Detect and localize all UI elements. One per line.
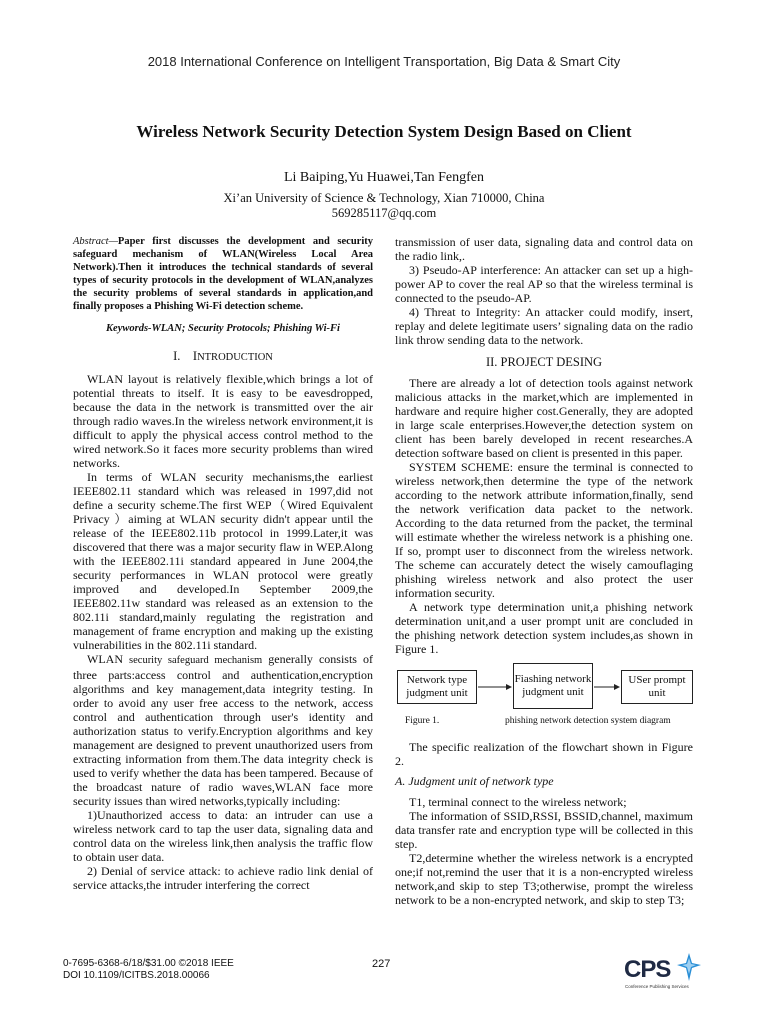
section-heading-introduction [73,349,373,365]
network-type-judgment-box: Network type judgment unit [397,670,477,704]
figure-caption-text: phishing network detection system diagram [505,716,671,726]
abstract-text: Paper first discusses the development and security safeguard mechanism of WLAN(Wireless Local Area Network).Then it introduces the technical standards of several types of security protocols in the development of WLAN,analyzes the security problems of several standards in application,and finally proposes a Phishing Wi-Fi detection scheme. [73,236,373,312]
email[interactable]: 569285117@qq.com [331,206,437,220]
units-paragraph: A network type determination unit,a phishing network determination unit,and a user prompt unit are concluded in the phishing network detection system includes,as shown in Figure 1. [395,600,693,656]
cps-logo [622,950,702,994]
doi-line: DOI 10.1109/ICITBS.2018.00066 [63,970,210,981]
isbn-line: 0-7695-6368-6/18/$31.00 ©2018 IEEE [63,958,234,969]
flowchart-paragraph: The specific realization of the flowchart shown in Figure 2. [395,740,693,768]
abstract-heading: Abstract— [73,236,118,247]
step-t2: T2,determine whether the wireless network is a encrypted one;if not,remind the user that it is a non-encrypted wireless network,and skip to step T3;otherwise, prompt the wireless network to be a non-encrypted network, and skip to step T3; [395,851,693,907]
page-number: 227 [372,958,391,970]
threat-item-2: 2) Denial of service attack: to achieve radio link denial of service attacks,the intruder interfering the correct [73,864,373,892]
footer-copyright [63,958,234,982]
section-title-rest: NTRODUCTION [197,352,273,363]
right-column [395,235,693,907]
phishing-network-judgment-box: Fiashing network judgment unit [513,663,593,709]
affiliation-block [0,191,768,221]
section-heading-project: II. PROJECT DESING [485,355,603,369]
paper-title: Wireless Network Security Detection System Design Based on Client [136,122,632,141]
authors: Li Baiping,Yu Huawei,Tan Fengfen [283,170,485,185]
threat-item-4: 4) Threat to Integrity: An attacker could modify, insert, replay and delete legitimate users’ signaling data on the radio link throw sending data to the network. [395,305,693,347]
threat-item-3: 3) Pseudo-AP interference: An attacker can set up a high-power AP to cover the real AP so that the wireless terminal is connected to the pseudo-AP. [395,263,693,305]
project-paragraph-1: There are already a lot of detection tools against network malicious attacks in the market,which are implemented in hardware and require higher cost.Generally, they are adopted in large scale enterprises.However,the detection system on client has been barely developed in recent researches.A detection software based on client is presented in this paper. [395,376,693,460]
system-diagram [395,661,693,711]
logo-subtitle: Conference Publishing Services [625,984,689,989]
keywords: Keywords-WLAN; Security Protocols; Phishing Wi-Fi [106,323,340,334]
left-column [73,235,373,892]
figure-caption [395,714,693,728]
threat-item-2-continued: transmission of user data, signaling data and control data on the radio link,. [395,235,693,263]
star-icon [676,952,702,982]
step-t1: T1, terminal connect to the wireless network; [409,795,627,809]
text-run: generally consists of three parts:access control and authentication,encryption algorithms and key management,data integrity testing. In order to avoid any user free access to the network, access control and authentication through user's identity and authorization status to verify.Encryption algorithms and key management are designed to prevent unauthorized users from extracting information from them.The data integrity check is used to verify whether the data has been tampered. Because of the broadcast nature of radio waves,WLAN face more security issues than wired networks,typically including: [73,652,373,808]
figure-label: Figure 1. [405,716,440,726]
intro-paragraph-2: In terms of WLAN security mechanisms,the earliest IEEE802.11 standard which was released in 1997,did not define a security scheme.The first WEP（Wired Equivalent Privacy ）aiming at WLAN security didn't appear until the release of the IEEE802.11b protocol in 1999.Later,it was discovered that there was a major security flaw in WEP.Along with the IEEE802.11i standard appeared in June 2004,the security performances in WLAN protocol were greatly improved and developed.In September 2009,the IEEE802.11w standard was released as an extension to the 802.11i standard,mainly regulating the registration and management of frame encryption and making up the existing vulnerabilities in the 802.11i standard. [73,470,373,652]
intro-paragraph-3 [73,652,373,808]
logo-text: CPS [624,956,671,983]
section-number: I. [173,349,181,363]
user-prompt-box: USer prompt unit [621,670,693,704]
subsection-heading-a: A. Judgment unit of network type [395,774,554,788]
step-info: The information of SSID,RSSI, BSSID,channel, maximum data transfer rate and encryption type will be collected in this step. [395,809,693,851]
section-initial: I [192,349,198,363]
text-run-small: security safeguard mechanism [129,655,263,666]
text-run: WLAN [87,652,130,666]
system-scheme-paragraph: SYSTEM SCHEME: ensure the terminal is connected to wireless network,then determine the type of the network according to the network attribute information,finally, send the network verification data packet to the network. According to the data returned from the packet, the terminal will estimate whether the wireless network is a phishing one. If so, prompt user to disconnect from the wireless network. The scheme can accurately detect the wisely camouflaging phishing wireless network and also protect the user information security. [395,460,693,600]
conference-header: 2018 International Conference on Intelligent Transportation, Big Data & Smart City [147,54,621,69]
abstract [73,235,373,313]
intro-paragraph-1: WLAN layout is relatively flexible,which brings a lot of potential threats to itself. It is easy to be eavesdropped, because the data in the network is transmitted over the air through radio waves.In the wireless network environment,it is difficult to apply the physical access control method to the wired network.So it faces more security problems than wired networks. [73,372,373,470]
affiliation: Xi’an University of Science & Technology, Xian 710000, China [223,191,545,205]
threat-item-1: 1)Unauthorized access to data: an intruder can use a wireless network card to tap the user data, signaling data and control data on the wireless link,then analysis the traffic flow to obtain user data. [73,808,373,864]
